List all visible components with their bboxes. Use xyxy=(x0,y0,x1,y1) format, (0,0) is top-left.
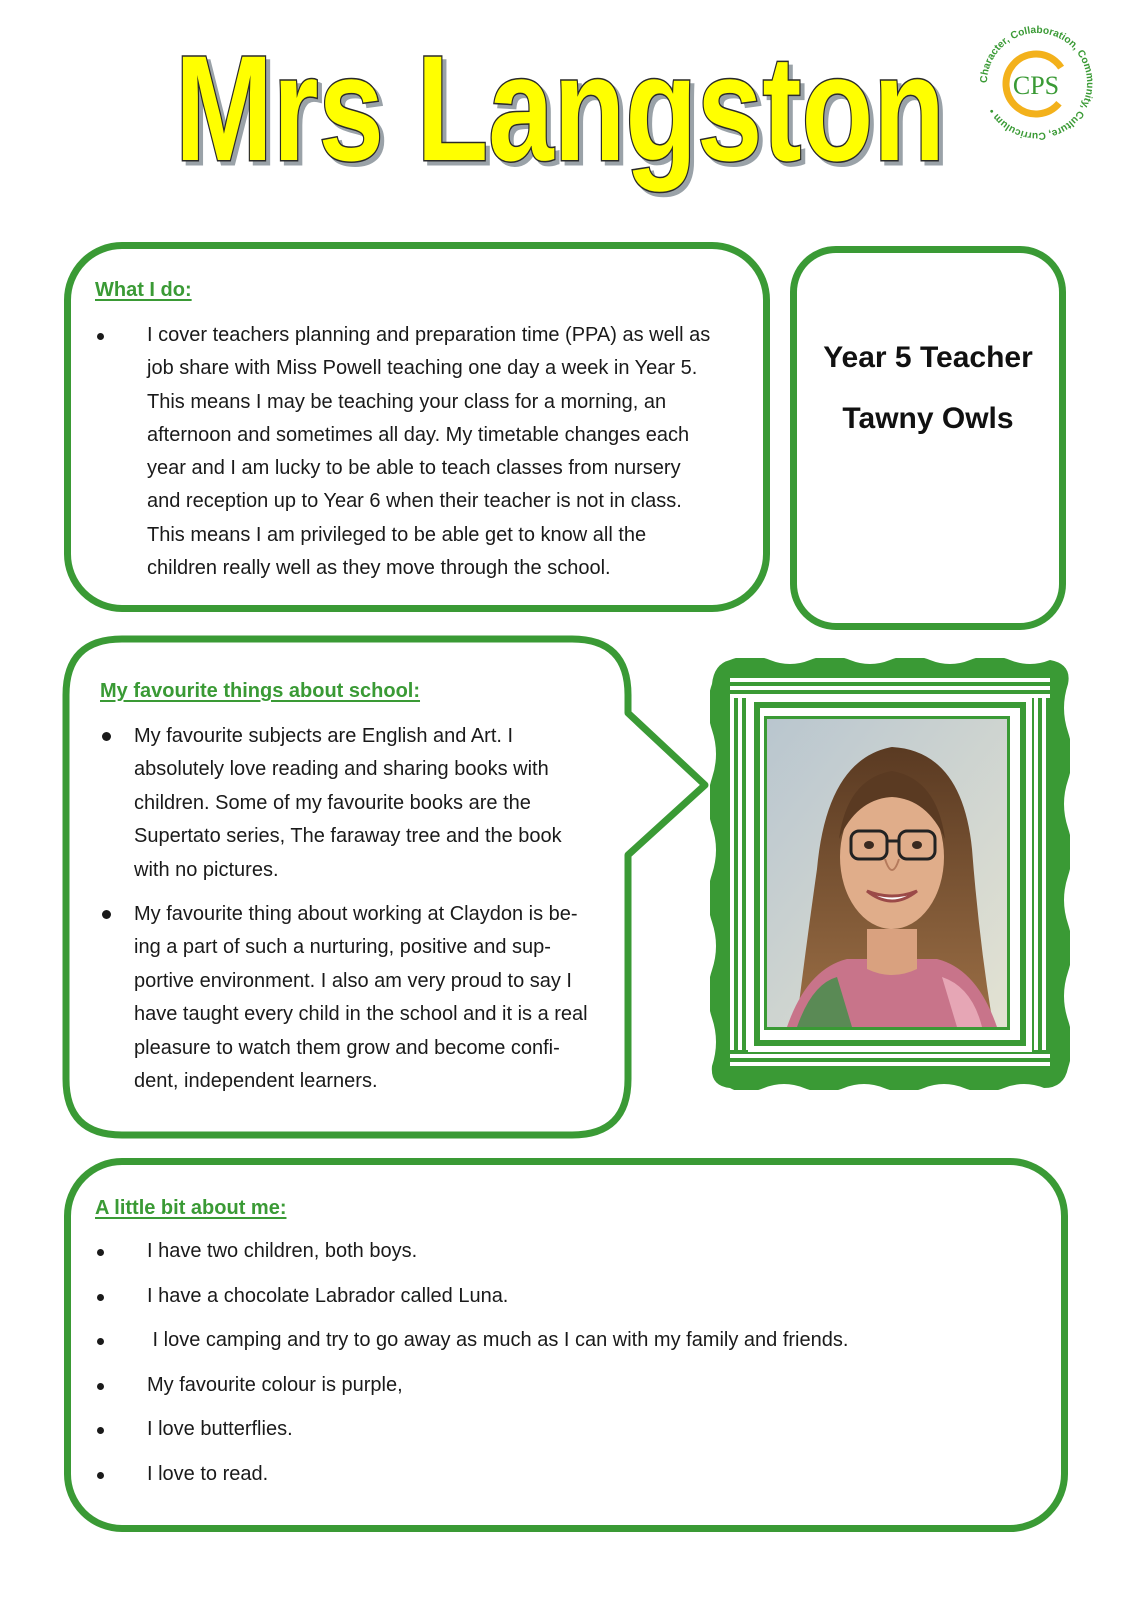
class-name: Tawny Owls xyxy=(842,402,1014,435)
list-item xyxy=(91,319,741,585)
favourites-1-line-5: with no pictures. xyxy=(134,858,279,881)
what-i-do-line-4: afternoon and sometimes all day. My timetable changes each xyxy=(147,423,690,446)
list-item xyxy=(100,898,640,1098)
about-me-item-5: I love butterflies. xyxy=(147,1418,293,1441)
what-i-do-line-7: This means I am privileged to be able get to know all the xyxy=(147,523,647,546)
favourites-1-line-3: children. Some of my favourite books are the xyxy=(134,791,531,814)
what-i-do-line-5: year and I am lucky to be able to teach classes from nursery xyxy=(147,457,681,480)
favourites-2-line-3: portive environment. I also am very proud to say I xyxy=(134,969,572,992)
favourites-heading: My favourite things about school: xyxy=(100,680,421,702)
favourites-2-line-2: ing a part of such a nurturing, positive and sup- xyxy=(134,936,551,959)
bullet-icon xyxy=(102,910,111,919)
school-logo xyxy=(972,18,1102,148)
list-item xyxy=(91,1274,1031,1319)
what-i-do-line-1: I cover teachers planning and preparation time (PPA) as well as xyxy=(147,324,711,346)
about-me-panel xyxy=(64,1158,1068,1532)
bullet-icon xyxy=(97,333,104,340)
logo-ring-text: Character, Collaboration, Community, Culture, Curriculum • xyxy=(978,24,1096,142)
what-i-do-line-8: children really well as they move through the school. xyxy=(147,557,611,580)
list-item xyxy=(91,1229,1031,1274)
bullet-icon xyxy=(97,1472,104,1479)
bullet-icon xyxy=(97,1427,104,1434)
favourites-2-line-1: My favourite thing about working at Claydon is be- xyxy=(134,903,578,926)
about-me-list xyxy=(91,1229,1031,1497)
about-me-item-6: I love to read. xyxy=(147,1462,269,1485)
favourites-1-line-4: Supertato series, The faraway tree and the book xyxy=(134,825,562,848)
what-i-do-panel xyxy=(64,242,770,612)
list-item xyxy=(91,1318,1031,1363)
bullet-icon xyxy=(97,1383,104,1390)
list-item xyxy=(100,720,640,887)
favourites-2-line-6: dent, independent learners. xyxy=(134,1070,378,1093)
role-title: Year 5 Teacher xyxy=(823,341,1033,374)
page-title-text: Mrs Langston xyxy=(175,24,945,192)
what-i-do-heading: What I do: xyxy=(95,279,192,301)
favourites-2-line-5: pleasure to watch them grow and become confi- xyxy=(134,1036,560,1059)
bullet-icon xyxy=(97,1249,104,1256)
favourites-list xyxy=(100,720,640,1109)
list-item xyxy=(91,1363,1031,1408)
logo-monogram: CPS xyxy=(1012,71,1060,100)
favourites-2-line-4: have taught every child in the school and it is a real xyxy=(134,1003,588,1026)
bullet-icon xyxy=(97,1294,104,1301)
teacher-photo xyxy=(764,716,1010,1030)
about-me-item-1: I have two children, both boys. xyxy=(147,1240,418,1262)
what-i-do-line-2: job share with Miss Powell teaching one day a week in Year 5. xyxy=(147,357,698,380)
what-i-do-list xyxy=(91,319,741,585)
about-me-item-3: I love camping and try to go away as much as I can with my family and friends. xyxy=(147,1329,849,1352)
favourites-1-line-1: My favourite subjects are English and Art. I xyxy=(134,725,514,747)
favourites-1-line-2: absolutely love reading and sharing books with xyxy=(134,758,549,781)
page-title xyxy=(160,18,960,208)
about-me-item-4: My favourite colour is purple, xyxy=(147,1373,403,1396)
bullet-icon xyxy=(102,732,111,741)
about-me-item-2: I have a chocolate Labrador called Luna. xyxy=(147,1284,509,1307)
about-me-heading: A little bit about me: xyxy=(95,1197,287,1219)
what-i-do-line-3: This means I may be teaching your class for a morning, an xyxy=(147,390,667,413)
role-panel xyxy=(790,246,1066,630)
list-item xyxy=(91,1407,1031,1452)
what-i-do-line-6: and reception up to Year 6 when their teacher is not in class. xyxy=(147,490,682,513)
list-item xyxy=(91,1452,1031,1497)
bullet-icon xyxy=(97,1338,104,1345)
